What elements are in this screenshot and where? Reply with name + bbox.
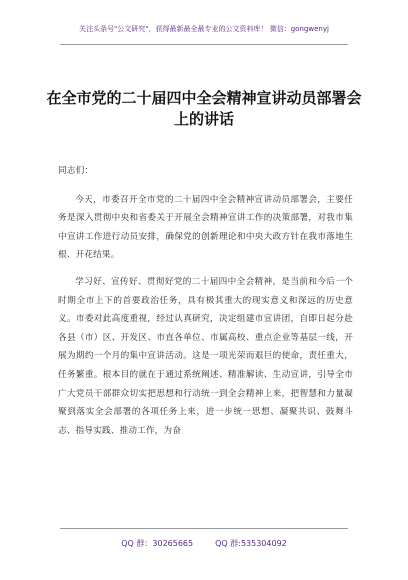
footer-divider [60, 528, 348, 529]
body-paragraph-2: 学习好、宣传好、贯彻好党的二十届四中全会精神，是当前和今后一个时期全市上下的首要政治任务，具有极其重大的现实意义和深远的历史意义。市委对此高度重视，经过认真研究，决定组建市宣讲团，自即日起分赴各县（市）区、开发区、市直各单位、市属高校、重点企业等基层一线，开展为期约一个月的集中宣讲活动。这是一项光荣而艰巨的使命，责任重大，任务繁重。根本目的就在于通过系统阐述、精准解读、生动宣讲，引导全市广大党员干部群众切实把思想和行动统一到全会精神上来，把智慧和力量凝聚到落实全会部署的各项任务上来，进一步统一思想、凝聚共识、鼓舞斗志、指导实践、推动工作，为奋 [58, 276, 353, 436]
salutation: 同志们： [58, 166, 94, 176]
document-title: 在全市党的二十届四中全会精神宣讲动员部署会上的讲话 [46, 89, 362, 128]
page-header-note: 关注头条号"公文研究"，获得最新最全最专业的公文资料库！ 微信：gongwenyj [79, 25, 329, 33]
footer-qq-group-2: QQ 群:535304092 [215, 539, 287, 548]
footer-qq-group-1: QQ 群：30265665 [121, 539, 194, 548]
document-body [58, 162, 353, 440]
header-divider [60, 44, 348, 45]
page-footer [0, 538, 408, 549]
body-paragraph-1: 今天，市委召开全市党的二十届四中全会精神宣讲动员部署会，主要任务是深入贯彻中央和省委关于开展全会精神宣讲工作的决策部署，对我市集中宣讲工作进行动员安排，确保党的创新理论和中央大政方针在我市落地生根、开花结果。 [58, 194, 353, 261]
